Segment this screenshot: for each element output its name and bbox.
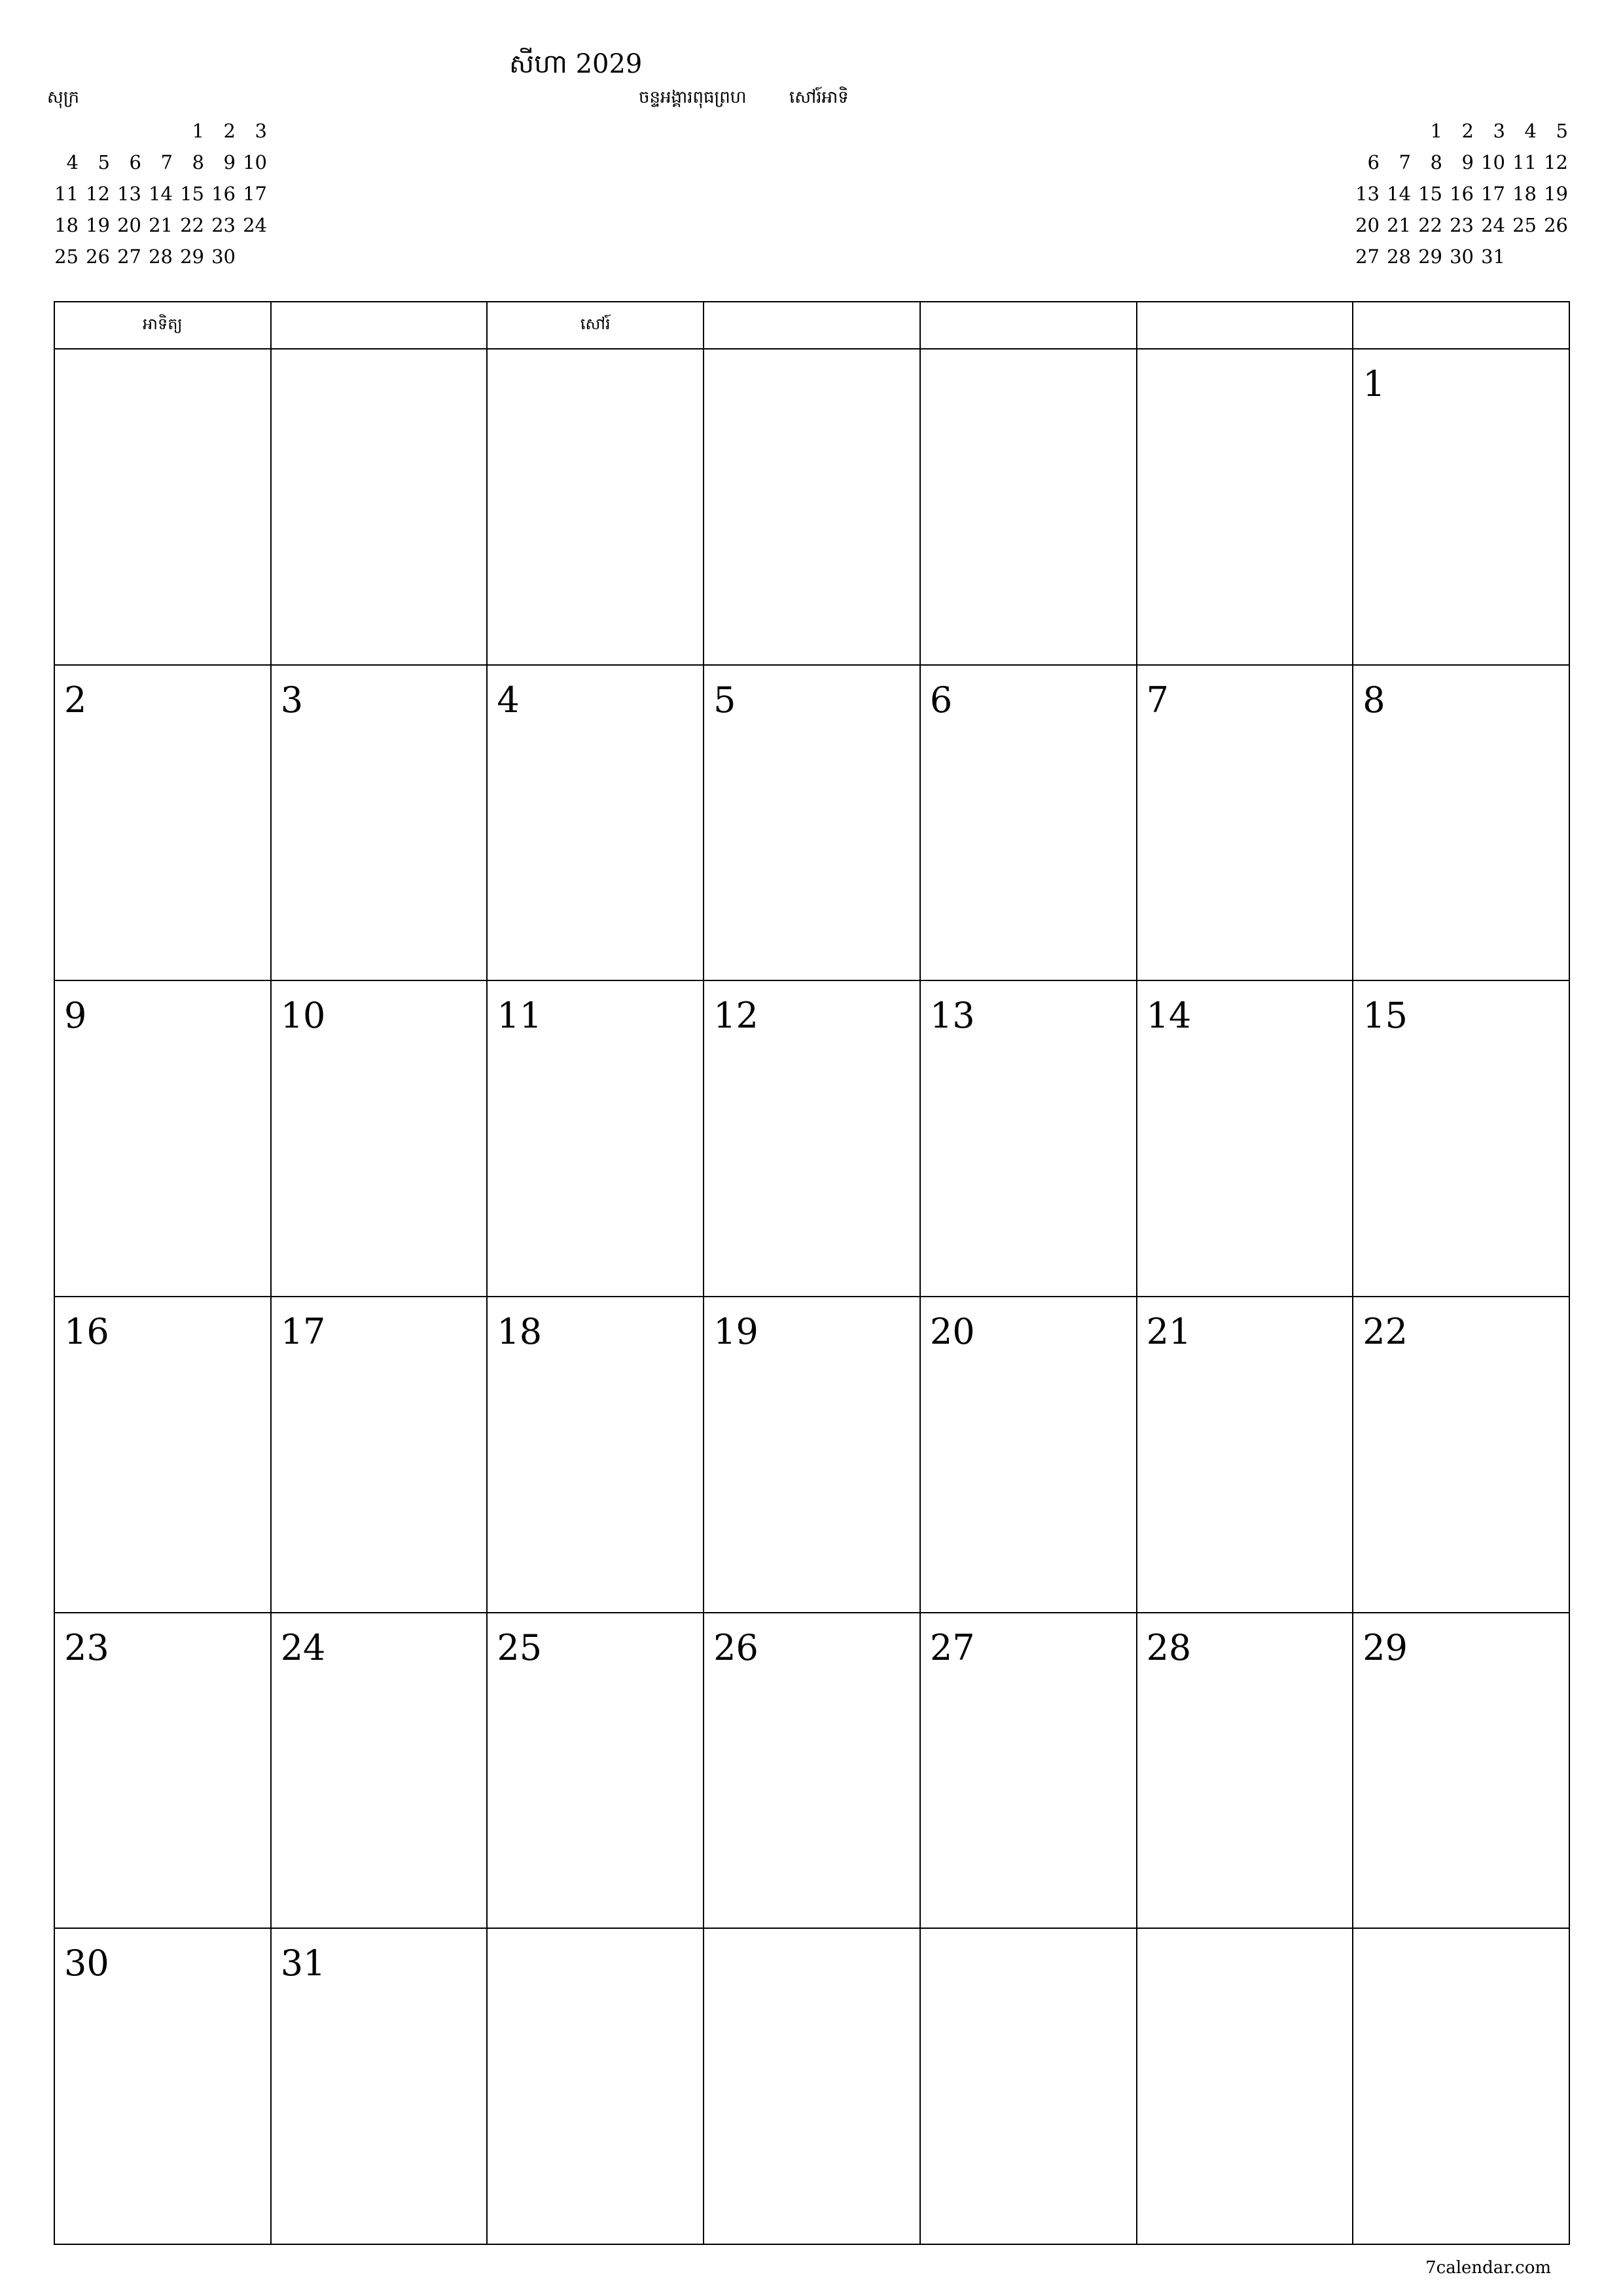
day-number: 2 [64,679,87,721]
day-cell[interactable] [704,1297,921,1613]
day-number: 3 [280,679,304,721]
mini-day: 28 [1387,245,1411,268]
mini-day [48,115,80,147]
day-number: 26 [713,1626,758,1668]
mini-day [1507,241,1538,272]
day-number: 18 [497,1310,543,1352]
mini-day: 7 [1399,151,1411,173]
day-number: 13 [929,995,975,1037]
month-grid [54,301,1570,2245]
day-cell[interactable] [55,1929,272,2245]
mini-day: 30 [211,245,236,268]
day-cell[interactable] [1353,350,1570,666]
mini-day: 19 [1544,183,1568,205]
mini-day: 21 [149,214,173,236]
day-cell[interactable] [272,981,488,1297]
mini-day: 24 [243,214,267,236]
day-number: 12 [713,995,758,1037]
weekday-label-row: ចន្ទអង្គារពុធព្រហ [639,88,747,107]
mini-day: 29 [1418,245,1442,268]
mini-day: 10 [1481,151,1505,173]
weekday-header [921,302,1137,350]
day-cell[interactable] [704,1929,921,2245]
day-number: 11 [497,995,543,1037]
day-cell[interactable] [55,981,272,1297]
mini-day: 3 [255,120,267,142]
day-cell[interactable] [488,350,704,666]
mini-day: 14 [149,183,173,205]
next-month-mini-calendar [1349,115,1569,272]
day-number: 15 [1363,995,1408,1037]
day-number: 17 [280,1310,326,1352]
mini-day [237,241,268,272]
day-cell[interactable] [921,1297,1137,1613]
mini-day: 1 [1430,120,1442,142]
day-cell[interactable] [921,1929,1137,2245]
page-title: សីហា 2029 [509,49,643,79]
day-cell[interactable] [488,1929,704,2245]
weekday-header: អាទិត្យ [55,302,272,350]
mini-day: 4 [66,151,79,173]
weekday-header: សៅរ៍ [488,302,704,350]
mini-day: 21 [1387,214,1411,236]
mini-day: 8 [192,151,204,173]
mini-day: 5 [1556,120,1568,142]
mini-day: 5 [98,151,110,173]
day-number: 29 [1363,1626,1408,1668]
day-cell[interactable] [488,1297,704,1613]
mini-day: 2 [1461,120,1474,142]
day-cell[interactable] [55,350,272,666]
day-cell[interactable] [1353,1929,1570,2245]
day-cell[interactable] [55,1297,272,1613]
mini-day: 1 [192,120,204,142]
day-number: 23 [64,1626,109,1668]
mini-day [111,115,143,147]
mini-day: 2 [223,120,236,142]
day-cell[interactable] [1137,666,1354,982]
day-cell[interactable] [704,981,921,1297]
mini-day: 30 [1450,245,1474,268]
day-number: 4 [497,679,520,721]
day-number: 16 [64,1310,109,1352]
weekday-header [704,302,921,350]
day-cell[interactable] [1137,1613,1354,1929]
mini-day: 10 [243,151,267,173]
day-number: 20 [929,1310,975,1352]
mini-day: 11 [1512,151,1537,173]
day-cell[interactable] [55,666,272,982]
mini-day: 4 [1524,120,1537,142]
weekday-label-row: សៅរ៍អាទិ [789,88,849,107]
day-cell[interactable] [272,666,488,982]
day-cell[interactable] [1353,1297,1570,1613]
mini-day: 7 [160,151,173,173]
mini-day: 25 [1512,214,1537,236]
day-cell[interactable] [272,1297,488,1613]
mini-day: 24 [1481,214,1505,236]
day-cell[interactable] [488,666,704,982]
mini-day: 29 [180,245,204,268]
day-cell[interactable] [488,1613,704,1929]
mini-day: 20 [117,214,141,236]
mini-day [143,115,174,147]
mini-day: 12 [1544,151,1568,173]
day-number: 6 [929,679,953,721]
mini-day: 13 [1355,183,1380,205]
mini-day: 8 [1430,151,1442,173]
mini-day: 16 [211,183,236,205]
mini-day [1381,115,1412,147]
mini-day: 23 [1450,214,1474,236]
day-number: 24 [280,1626,326,1668]
mini-day: 13 [117,183,141,205]
day-cell[interactable] [921,1613,1137,1929]
day-number: 14 [1146,995,1192,1037]
mini-day: 17 [1481,183,1505,205]
weekday-header [272,302,488,350]
watermark: 7calendar.com [1425,2258,1551,2278]
mini-day: 17 [243,183,267,205]
mini-day: 22 [180,214,204,236]
day-number: 30 [64,1943,109,1984]
day-cell[interactable] [55,1613,272,1929]
day-number: 8 [1363,679,1385,721]
day-cell[interactable] [272,1929,488,2245]
mini-day: 26 [1544,214,1568,236]
day-number: 9 [64,995,87,1037]
mini-day [80,115,111,147]
mini-day: 23 [211,214,236,236]
day-cell[interactable] [488,981,704,1297]
day-cell[interactable] [1353,981,1570,1297]
day-number: 1 [1363,363,1385,404]
mini-day: 3 [1493,120,1505,142]
day-number: 31 [280,1943,326,1984]
mini-day: 20 [1355,214,1380,236]
mini-day: 22 [1418,214,1442,236]
mini-day: 9 [223,151,236,173]
mini-day: 11 [54,183,79,205]
day-cell[interactable] [1137,350,1354,666]
day-number: 22 [1363,1310,1408,1352]
mini-day: 9 [1461,151,1474,173]
mini-day: 28 [149,245,173,268]
day-number: 19 [713,1310,758,1352]
day-cell[interactable] [272,350,488,666]
mini-day: 19 [86,214,110,236]
mini-day: 12 [86,183,110,205]
day-cell[interactable] [1137,1297,1354,1613]
day-number: 21 [1146,1310,1192,1352]
mini-day: 26 [86,245,110,268]
day-cell[interactable] [704,350,921,666]
mini-day: 25 [54,245,79,268]
day-number: 7 [1146,679,1169,721]
day-cell[interactable] [704,1613,921,1929]
mini-day: 15 [1418,183,1442,205]
day-cell[interactable] [272,1613,488,1929]
day-number: 5 [713,679,736,721]
day-number: 27 [929,1626,975,1668]
mini-day [1538,241,1569,272]
day-cell[interactable] [1137,1929,1354,2245]
day-cell[interactable] [921,666,1137,982]
day-cell[interactable] [1137,981,1354,1297]
mini-day: 18 [54,214,79,236]
mini-day: 14 [1387,183,1411,205]
mini-day: 15 [180,183,204,205]
mini-day: 31 [1481,245,1505,268]
prev-month-label: សុក្រ [47,88,80,107]
weekday-header [1137,302,1354,350]
day-cell[interactable] [1353,666,1570,982]
mini-day: 6 [1367,151,1380,173]
mini-day: 16 [1450,183,1474,205]
prev-month-mini-calendar [48,115,268,272]
day-number: 10 [280,995,326,1037]
mini-day: 6 [129,151,141,173]
day-number: 25 [497,1626,543,1668]
day-cell[interactable] [921,350,1137,666]
mini-day: 18 [1512,183,1537,205]
mini-day: 27 [117,245,141,268]
mini-day: 27 [1355,245,1380,268]
day-cell[interactable] [1353,1613,1570,1929]
mini-day [1349,115,1381,147]
day-number: 28 [1146,1626,1192,1668]
day-cell[interactable] [921,981,1137,1297]
weekday-header [1353,302,1570,350]
day-cell[interactable] [704,666,921,982]
